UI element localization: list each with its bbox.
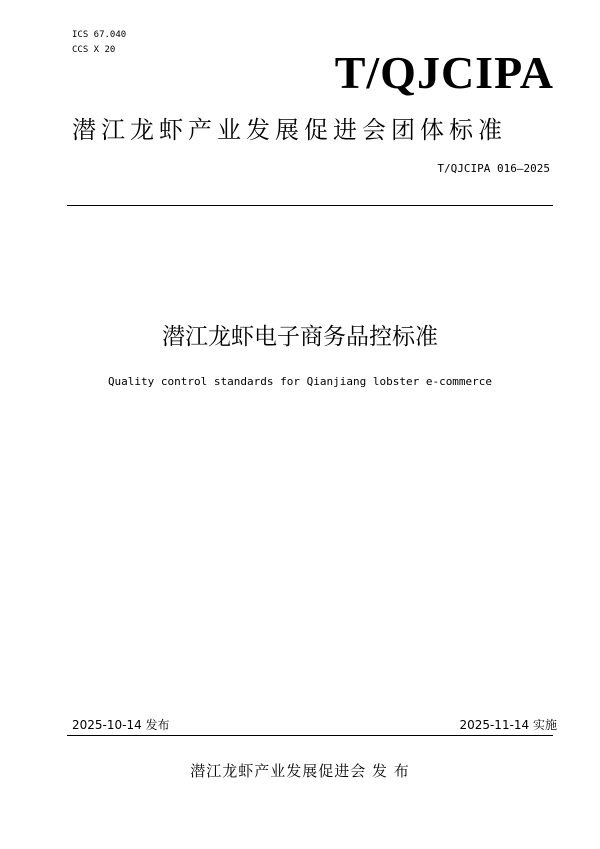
document-number: T/QJCIPA 016—2025 [437, 162, 550, 175]
implement-date: 2025-11-14 实施 [459, 718, 557, 732]
publisher: 潜江龙虾产业发展促进会 发 布 [190, 762, 410, 780]
ics-code: ICS 67.040 [72, 30, 127, 40]
organization-code: T/QJCIPA [334, 47, 554, 98]
title-english: Quality control standards for Qianjiang lobster e-commerce [107, 375, 493, 388]
top-divider [67, 205, 553, 206]
document-type: 潜江龙虾产业发展促进会团体标准 [72, 116, 507, 144]
title-chinese: 潜江龙虾电子商务品控标准 [162, 324, 438, 350]
ccs-code: CCS X 20 [72, 45, 116, 55]
bottom-divider [67, 735, 553, 736]
publish-date: 2025-10-14 发布 [72, 718, 170, 732]
